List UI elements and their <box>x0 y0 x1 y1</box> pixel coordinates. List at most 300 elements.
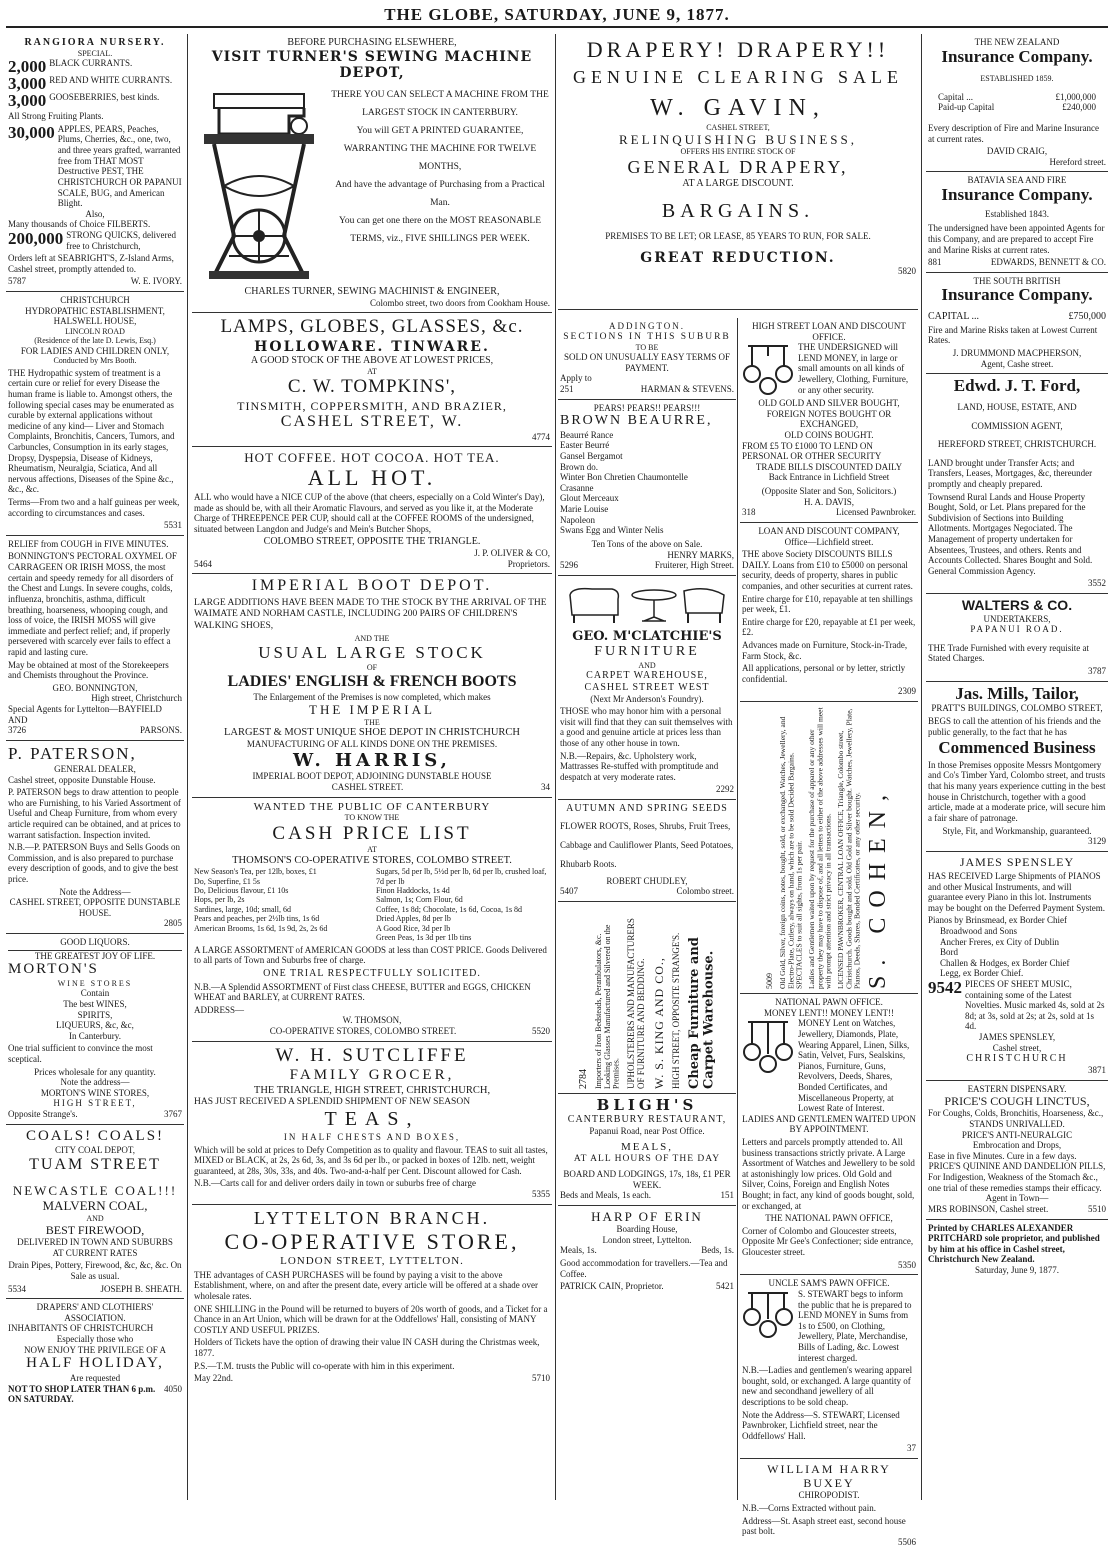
ad-subtitle: BEFORE PURCHASING ELSEWHERE, <box>287 37 457 48</box>
ad-title: Commenced Business <box>938 738 1096 758</box>
body-text: You will GET A PRINTED GUARANTEE, WARRANTING THE MACHINE FOR TWELVE MONTHS, <box>343 125 537 173</box>
body-text: HAS RECEIVED Large Shipments of PIANOS and other Musical Instruments, and will guarantee every Piano in this lot. Instruments may be bought on the Deferred Payment System. <box>928 870 1105 913</box>
quantity: 3,000 <box>8 74 47 94</box>
ad-number: 5510 <box>1088 1203 1106 1214</box>
ad-subtitle: SECTIONS IN THIS SUBURB <box>563 331 731 342</box>
quantity: 30,000 <box>8 122 55 142</box>
body-text: The undersigned have been appointed Agents for this Company, and are prepared to accept Fire and Marine Risks at current rates. <box>928 223 1105 255</box>
bligh-restaurant-ad <box>558 1094 736 1206</box>
body-text: N.B.—Corns Extracted without pain. <box>742 1502 876 1513</box>
body-text: THERE YOU CAN SELECT A MACHINE FROM THE LARGEST STOCK IN CANTERBURY. <box>331 89 549 118</box>
bonnington-ad <box>6 536 184 741</box>
body-text: THOSE who may honor him with a personal visit will find that they can suit themselves with a good and genuine article at prices less than those of any other house in town. <box>560 706 733 749</box>
list-item: Gansel Bergamot <box>560 451 623 462</box>
body-text: MANUFACTURING OF ALL KINDS DONE ON THE PREMISES. <box>246 739 498 750</box>
batavia-insurance-ad <box>926 172 1108 272</box>
column-rule <box>921 34 922 1500</box>
ad-number: 2309 <box>898 686 916 697</box>
ad-title: W. H. SUTCLIFFE <box>275 1044 469 1066</box>
ad-title: HOT COFFEE. HOT COCOA. HOT TEA. <box>244 450 500 466</box>
body-text: Beds and Meals, 1s each. <box>560 1190 651 1201</box>
address: CO-OPERATIVE STORES, COLOMBO STREET. <box>269 1026 457 1037</box>
item-row <box>8 230 182 251</box>
body-text: N.B.—Carts call for and deliver orders daily in town or suburbs free of charge <box>194 1178 477 1189</box>
walters-undertakers-ad <box>926 594 1108 682</box>
body-text: In those Premises opposite Messrs Montgomery and Co's Timber Yard, Colombo street, and trusts that his many years experience cutting in the best house in Christchurch, together with a good article, made at a moderate price, will secure him a fair share of patronage. <box>928 759 1106 823</box>
list-item: Crasanne <box>560 482 594 493</box>
ad-number: 3787 <box>1088 666 1106 677</box>
ad-title: GENUINE CLEARING SALE <box>573 66 903 87</box>
body-text: One trial sufficient to convince the most sceptical. <box>8 1043 153 1065</box>
ad-number: 5464 <box>194 558 212 569</box>
address: Colombo street, two doors from Cookham House. <box>370 297 550 308</box>
list-item: Broadwood and Sons <box>940 925 1017 936</box>
ad-number: 151 <box>720 1190 734 1201</box>
masthead: THE GLOBE, SATURDAY, JUNE 9, 1877. <box>0 0 1114 28</box>
ad-title: W. HARRIS, <box>293 750 451 772</box>
body-text: SOLD ON UNUSUALLY EASY TERMS OF PAYMENT. <box>563 352 731 373</box>
henry-marks-ad <box>558 400 736 576</box>
ad-subtitle: CHIROPODIST. <box>798 1490 860 1501</box>
lyttelton-branch-ad <box>192 1205 552 1388</box>
price-item: Sugars, 5d per lb, 5½d per lb, 6d per lb, crushed loaf, 7d per lb <box>376 867 547 886</box>
body-text: And have the advantage of Purchasing from a Practical Man. <box>335 180 545 209</box>
ad-title: Edwd. J. T. Ford, <box>953 376 1081 396</box>
ad-title: NEWCASTLE COAL!!! <box>12 1182 178 1198</box>
body-text: Style, Fit, and Workmanship, guaranteed. <box>942 825 1092 836</box>
capital-row <box>928 102 1106 113</box>
ad-title: BLIGH'S <box>596 1095 698 1114</box>
drapers-association-ad <box>6 1299 184 1409</box>
list-item: Ancher Freres, ex City of Dublin <box>940 936 1059 947</box>
body-text: AT <box>367 366 377 376</box>
ad-title: Insurance Company. <box>941 46 1093 66</box>
ad-number: 251 <box>560 384 574 395</box>
body-text: Embrocation and Drops, <box>972 1140 1062 1151</box>
address: Back Entrance in Lichfield Street <box>768 472 890 483</box>
ad-title: LARGEST & MOST UNIQUE SHOE DEPOT IN CHRISTCHURCH <box>223 727 521 739</box>
label: Paid-up Capital <box>938 102 995 113</box>
body-text: LIQUEURS, &c, &c, <box>56 1020 134 1031</box>
body-text: ALL who would have a NICE CUP of the above (that cheers, especially on a Cold Winter's Day), made as should be, with all their Aromatic Flavours, and served as you like it, at the Moderate Charge of THREEPENCE PER CUP, should call at the COFFEE ROOMS of the undersigned, situated between Langdon and Judge's and Mein's Butcher Shops, <box>194 491 545 534</box>
address: (Opposite Slater and Son, Solicitors.) <box>761 486 897 497</box>
address: CASHEL STREET. <box>331 781 404 792</box>
body-text: AT ALL HOURS OF THE DAY <box>573 1153 721 1164</box>
signature: PARSONS. <box>140 725 182 736</box>
signature-row <box>560 384 734 395</box>
item-row <box>8 92 182 109</box>
ad-title: HALSWELL HOUSE, <box>53 316 137 327</box>
address: COLOMBO STREET, OPPOSITE THE TRIANGLE. <box>263 536 481 548</box>
column-3 <box>558 318 736 1500</box>
address: Cashel street, opposite Dunstable House. <box>8 774 156 785</box>
body-text: Agent in Town— <box>985 1193 1049 1204</box>
ad-number: 5531 <box>164 520 182 531</box>
body-text: THE Hydropathic system of treatment is a certain cure or relief for every Disease the human frame is liable to. Amongst others, the following special cases may be enumerated as curable by external applications without medicine of any kind— Liver and Stomach Complaints, Bronchitis, Cancers, Tumors, and Carbuncles, Consumption in its early stages, Dropsy, Dyspepsia, Disease of Kidneys, Rheumatism, Neuralgia, Sciatica, And all nervous affections, Diseases of the Spine &c., &c., &c. <box>8 367 175 495</box>
ad-body <box>194 86 550 286</box>
signature-row <box>928 257 1106 268</box>
body-text: Apply to <box>560 373 592 384</box>
date: May 22nd. <box>194 1373 233 1384</box>
nz-insurance-ad <box>926 34 1108 172</box>
quantity: 200,000 <box>8 228 64 248</box>
morton-ad <box>6 934 184 1125</box>
body-text: Good accommodation for travellers.—Tea and Coffee. <box>560 1258 728 1279</box>
body-text: STANDS UNRIVALLED. <box>969 1119 1065 1130</box>
body-text: A LARGE ASSORTMENT of AMERICAN GOODS at less than COST PRICE. Goods Delivered to all parts of Town and Suburbs free of charge. <box>194 944 547 966</box>
ad-number: 5407 <box>560 886 578 897</box>
ad-number: 2805 <box>164 918 182 929</box>
ad-number: 3871 <box>1088 1065 1106 1076</box>
ad-title: IMPERIAL BOOT DEPOT. <box>251 577 493 595</box>
address: (Next Mr Anderson's Foundry). <box>590 693 704 704</box>
column-1 <box>6 34 184 1500</box>
column-rule <box>187 34 188 1500</box>
body-text: AT <box>367 845 377 855</box>
address: HIGH STREET, OPPOSITE STRANGE'S. <box>670 932 681 1089</box>
harp-of-erin-ad <box>558 1206 736 1296</box>
capital-row <box>928 311 1106 323</box>
signature: W. THOMSON, <box>342 1015 402 1026</box>
signature: EDWARDS, BENNETT & CO. <box>990 257 1106 268</box>
ad-title: LADIES' ENGLISH & FRENCH BOOTS <box>227 672 517 690</box>
body-text: Advances made on Furniture, Stock-in-Trade, Farm Stock, &c. <box>742 640 908 661</box>
body-text: Many thousands of Choice FILBERTS. <box>8 219 151 230</box>
ad-subtitle: SPECIAL. <box>77 48 113 58</box>
ad-number: 2784 <box>577 1068 589 1089</box>
item-text: GOOSEBERRIES, best kinds. <box>49 92 160 103</box>
ad-number: 4774 <box>532 431 550 442</box>
body-text: May be obtained at most of the Storekeepers and Chemists throughout the Province. <box>8 659 169 681</box>
ad-number: 318 <box>742 507 756 518</box>
body-text: BONNINGTON'S PECTORAL OXYMEL OF CARRAGEEN OR IRISH MOSS, the most certain and speedy remedy for all disorders of the Chest and Lungs. In severe coughs, colds, influenza, bronchitis, asthma, difficult breathing, hoarseness, whooping cough, and loss of voice, the IRISH MOSS will give immediate and perfect relief; and, if properly persevered with scarcely ever fails to effect a rapid and lasting cure. <box>8 551 177 657</box>
ad-title: W. S. KING AND CO., <box>651 956 666 1089</box>
signature: J. P. OLIVER & CO, <box>474 548 550 559</box>
price-item: Hops, per lb, 2s <box>194 895 245 905</box>
ad-subtitle: RELINQUISHING BUSINESS, <box>618 131 857 147</box>
body-text: All Strong Fruiting Plants. <box>8 111 104 122</box>
signature: ROBERT CHUDLEY, <box>606 875 688 886</box>
ad-number: 5350 <box>898 1259 916 1270</box>
signature-row <box>8 1384 182 1405</box>
body-text: Special Agents for Lyttelton—BAYFIELD AND <box>8 704 162 725</box>
ad-subtitle: CITY COAL DEPOT, <box>55 1145 135 1156</box>
ad-subtitle: CANTERBURY RESTAURANT, <box>567 1114 727 1126</box>
variety-list <box>560 430 734 536</box>
ad-title: GENERAL DRAPERY, <box>627 156 849 177</box>
body-text: INHABITANTS OF CHRISTCHURCH <box>8 1323 154 1334</box>
imprint-text: Printed by CHARLES ALEXANDER PRITCHARD sole proprietor, and published by him at his office in Cashel street, Christchurch New Zealand. <box>928 1222 1100 1265</box>
body-text: Also, <box>85 208 105 219</box>
ad-number: 5009 <box>765 973 775 990</box>
body-text: S. STEWART begs to inform the public that he is prepared to LEND MONEY in Sums from 1s to £500, on Clothing, Jewellery, Plate, Merchandise, Bills of Lading, &c. Lowest interest charged. <box>798 1288 912 1363</box>
signature-row <box>928 1204 1106 1215</box>
ad-title: EASTERN DISPENSARY. <box>967 1083 1067 1094</box>
label: Capital ... <box>938 91 973 102</box>
signature-row <box>742 507 916 518</box>
body-text: OFFERS HIS ENTIRE STOCK OF <box>680 147 796 157</box>
body-text: Terms—From two and a half guineas per week, according to circumstances and cases. <box>8 497 180 518</box>
eastern-dispensary-ad <box>926 1081 1108 1220</box>
ad-number: 5355 <box>532 1189 550 1199</box>
item-text: RED AND WHITE CURRANTS. <box>49 75 173 86</box>
address: Cashel street, <box>992 1042 1042 1053</box>
ford-agent-ad <box>926 374 1108 594</box>
furniture-illustration <box>562 581 732 627</box>
ad-title: DRAPERS' AND CLOTHIERS' ASSOCIATION. <box>36 1302 154 1323</box>
price-row <box>560 1245 734 1256</box>
body-text: Entire charge for £20, repayable at £1 per week, £2. <box>742 616 916 638</box>
address: High street, Christchurch <box>91 693 182 704</box>
national-pawn-ad <box>740 994 918 1275</box>
body-text: You can get one there on the MOST REASONABLE TERMS, viz., FIVE SHILLINGS PER WEEK. <box>338 216 542 245</box>
ad-title: CO-OPERATIVE STORE, <box>224 1228 520 1254</box>
body-text: AT A LARGE DISCOUNT. <box>682 177 794 189</box>
body-text: THE above Society DISCOUNTS BILLS DAILY. Loans from £10 to £5000 on personal security, deeds of property, shares in public companies, and other securities at current rates. <box>742 549 913 591</box>
ad-title: BEST FIREWOOD, <box>45 1222 145 1237</box>
body-text: BOARD AND LODGINGS, 17s, 18s, £1 PER WEEK. <box>563 1169 731 1190</box>
item-row <box>8 58 182 75</box>
body-text: Note the Address— <box>59 886 131 897</box>
body-text: FROM £5 TO £1000 TO LEND ON PERSONAL OR OTHER SECURITY <box>742 440 882 462</box>
signature: HARMAN & STEVENS. <box>640 384 734 395</box>
body-text: AND <box>86 1213 104 1223</box>
ad-subtitle: FAMILY GROCER, <box>289 1067 455 1084</box>
turner-sewing-ad <box>192 34 552 313</box>
ad-subtitle: TO KNOW THE <box>344 813 400 823</box>
label: CAPITAL ... <box>928 311 980 323</box>
chudley-seeds-ad <box>558 800 736 902</box>
ad-subtitle: GENERAL DEALER, <box>54 763 136 774</box>
body-text: Ease in five Minutes. Cure in a few days. <box>928 1150 1077 1161</box>
spensley-music-ad <box>926 852 1108 1081</box>
item-text: APPLES, PEARS, Peaches, Plums, Cherries, &c., one, two, and three years grafted, warranted free from THAT MOST Destructive PEST, THE CHRISTCHURCH OR PAPANUI SCALE, BUG, and American Blight. <box>57 123 182 209</box>
signature-row <box>8 725 182 736</box>
signature: DAVID CRAIG, <box>986 146 1048 157</box>
ad-title: PRICE'S COUGH LINCTUS, <box>944 1094 1090 1109</box>
body-text: Contain <box>80 988 110 999</box>
body-text: Ladies and Gentlemen waited upon by request for the purchase of apparel or any other property they may have to dispose of, and all letters to either of the above addresses will meet with prompt attention and strict privacy in all transactions. <box>806 707 833 990</box>
price-item: New Season's Tea, per 12lb, boxes, £1 <box>194 867 317 877</box>
addington-ad <box>558 318 736 400</box>
signature-row <box>8 1109 182 1120</box>
price-item: Dried Apples, 8d per lb <box>376 914 451 924</box>
body-text: A GOOD STOCK OF THE ABOVE AT LOWEST PRICES, <box>250 355 494 367</box>
body-text: Fire and Marine Risks taken at Lowest Current Rates. <box>928 324 1098 346</box>
body-text: Holders of Tickets have the option of drawing their value IN CASH during the Christmas week, 1877. <box>194 1337 540 1359</box>
ad-title: C. W. TOMPKINS', <box>287 376 457 398</box>
ad-title: DRAPERY! DRAPERY!! <box>586 37 890 62</box>
ad-number: 5534 <box>8 1283 26 1294</box>
item-row <box>8 124 182 209</box>
mclatchie-ad <box>558 576 736 800</box>
ad-number: 3552 <box>1088 578 1106 589</box>
list-item: Brown do. <box>560 461 598 472</box>
body-text: LAND brought under Transfer Acts; and Transfers, Leases, Mortgages, &c, thereunder promptly and cheaply prepared. <box>928 457 1093 489</box>
ad-title: GREAT REDUCTION. <box>640 249 836 266</box>
body-text: ESTABLISHED 1859. <box>980 74 1054 84</box>
body-text: Orders left at SEABRIGHT'S, Z-Island Arms, Cashel street, promptly attended to. <box>8 253 174 274</box>
printer-imprint <box>926 1220 1108 1280</box>
price-item: Do, Superfine, £1 5s <box>194 876 260 886</box>
column-5 <box>926 34 1108 1500</box>
address: CASHEL STREET WEST <box>584 681 710 693</box>
gavin-ad-body <box>558 34 918 310</box>
ad-subtitle: (Residence of the late D. Lewis, Esq.) <box>34 336 156 346</box>
list-item: Challen & Hodges, ex Border Chief <box>940 957 1070 968</box>
item-text: BLACK CURRANTS. <box>49 58 133 69</box>
oliver-coffee-ad <box>192 447 552 574</box>
address: Note the Address—S. STEWART, Licensed Pawnbroker, Lichfield street, near the Oddfellows' Hall. <box>742 1409 900 1441</box>
ad-title: FURNITURE <box>594 644 700 660</box>
pawnbroker-balls-icon <box>742 342 794 398</box>
signature: GEO. BONNINGTON, <box>52 682 138 693</box>
price-item: Do, Delicious flavour, £1 10s <box>194 886 289 895</box>
ad-title: HALF HOLIDAY, <box>26 1355 164 1372</box>
ad-subtitle: Conducted by Mrs Booth. <box>53 356 137 366</box>
body-text: The Enlargement of the Premises is now completed, which makes <box>253 691 491 702</box>
ad-number: 5787 <box>8 276 26 287</box>
ad-subtitle: LADIES AND GENTLEMEN WAITED UPON BY APPOINTMENT. <box>742 1113 916 1135</box>
value: £240,000 <box>1062 102 1096 113</box>
ad-number: 5820 <box>898 266 916 277</box>
signature-row <box>8 1284 182 1295</box>
cohen-pawnbroker-ad <box>740 702 918 994</box>
ad-title: HOLLOWARE. TINWARE. <box>254 338 490 355</box>
signature-row <box>560 1281 734 1292</box>
quantity: 3,000 <box>8 91 47 111</box>
address: PRATT'S BUILDINGS, COLOMBO STREET, <box>931 703 1103 714</box>
ad-number: 5296 <box>560 560 578 571</box>
price-item: American Brooms, 1s 6d, 1s 9d, 2s, 2s 6d <box>194 923 328 933</box>
ad-subtitle: THE NATIONAL PAWN OFFICE, <box>765 1213 893 1224</box>
body-text: BEGS to call the attention of his friends and the public generally, to the fact that he has <box>928 715 1101 737</box>
body-text: PREMISES TO BE LET; OR LEASE, 85 YEARS TO RUN, FOR SALE. <box>605 231 871 242</box>
ad-title: HARP OF ERIN <box>591 1208 703 1224</box>
body-text: For Indigestion, Weakness of the Stomach &c., one trial of these remedies stamps their efficacy. <box>928 1172 1102 1193</box>
ad-subtitle: THE SOUTH BRITISH <box>973 275 1061 286</box>
price-item: A Good Rice, 3d per lb <box>376 923 451 933</box>
address: MORTON'S WINE STORES, <box>40 1087 150 1098</box>
uncle-sams-ad <box>740 1275 918 1459</box>
piano-list <box>928 926 1106 979</box>
ad-title: MALVERN COAL, <box>42 1198 148 1214</box>
address: CASHEL STREET, <box>706 122 770 132</box>
body-text: UPHOLSTERERS AND MANUFACTURERS OF FURNITURE AND BEDDING. <box>625 917 646 1089</box>
paterson-ad <box>6 741 184 934</box>
body-text: Drain Pipes, Pottery, Firewood, &c, &c, &c. On Sale as usual. <box>8 1260 182 1281</box>
ad-title: P. PATERSON, <box>8 743 137 763</box>
body-text: TRADE BILLS DISCOUNTED DAILY <box>755 461 903 472</box>
column-4 <box>740 318 918 1547</box>
body-text: In Canterbury. <box>69 1030 121 1041</box>
signature-row <box>560 886 734 897</box>
ad-title: HIGH STREET LOAN AND DISCOUNT OFFICE. <box>752 321 906 342</box>
body-text: Established 1843. <box>985 208 1049 219</box>
body-text: MONEY Lent on Watches, Jewellery, Diamonds, Plate, Wearing Apparel, Linen, Silks, Satin, Velvet, Furs, Sealskins, Pianos, Furniture, Guns, Revolvers, Deeds, Shares, Bonded Certificates, and Miscellaneous Property, at Lowest Rate of Interest. <box>798 1018 910 1114</box>
coal-depot-ad <box>6 1125 184 1299</box>
sutcliffe-ad <box>192 1042 552 1205</box>
ad-subtitle: IN HALF CHESTS AND BOXES, <box>283 1131 461 1142</box>
ad-title: USUAL LARGE STOCK <box>258 643 486 663</box>
quantity: 2,000 <box>8 57 47 77</box>
body-text: Ten Tons of the above on Sale. <box>591 538 703 549</box>
ad-title: RANGIORA NURSERY. <box>24 37 166 48</box>
loan-discount-ad <box>740 523 918 702</box>
ad-number: 5710 <box>532 1373 550 1384</box>
imperial-boot-ad <box>192 574 552 797</box>
ad-subtitle: COMMISSION AGENT, <box>971 420 1063 431</box>
address: HEREFORD STREET, CHRISTCHURCH. <box>937 439 1097 450</box>
body-text: Note the address— <box>60 1077 130 1088</box>
south-british-insurance-ad <box>926 273 1108 375</box>
address: Fruiterer, High Street. <box>654 560 734 571</box>
signature: HENRY MARKS, <box>667 549 734 560</box>
ad-title: BARGAINS. <box>661 199 815 222</box>
ad-title: ADDINGTON. <box>608 321 686 331</box>
list-item: Bord <box>940 947 958 958</box>
role: Licensed Pawnbroker. <box>836 507 916 518</box>
ad-title: W. GAVIN, <box>650 95 826 122</box>
tompkins-ad <box>192 313 552 447</box>
body-text: Which will be sold at prices to Defy Competition as to quality and flavour. TEAS to suit all tastes, MIXED or BLACK, at 2s, 2s 6d, 3s, and 3s 6d per lb., or packed in boxes of 12lb. nett, weight guaranteed, at 28s, 30s, 33s, and 40s. Two-and-a-half per Cent. Discount allowed for Cash. <box>194 1144 548 1176</box>
ad-subtitle: LINCOLN ROAD <box>65 326 125 336</box>
body-text: THE UNDERSIGNED will LEND MONEY, in large or small amounts on all kinds of Jewellery, Clothing, Furniture, or any other security. <box>798 342 909 395</box>
ad-text <box>330 86 550 286</box>
body-text: Letters and parcels promptly attended to. All business transactions strictly private. A Large Assortment of Watches and Jewellery to be sold at astonishingly low prices. Old Gold and Silver, Coins, Foreign and English Notes Bought; in fact, any kind of goods bought, sold, or exchanged, at <box>742 1136 915 1211</box>
body-text: Prices wholesale for any quantity. <box>34 1066 156 1077</box>
body-text: Pianos by Brinsmead, ex Border Chief <box>928 915 1067 926</box>
body-text: FLOWER ROOTS, Roses, Shrubs, Fruit Trees, Cabbage and Cauliflower Plants, Seed Potatoes, Rhubarb Roots. <box>560 820 734 869</box>
ad-title: NATIONAL PAWN OFFICE. <box>775 997 883 1008</box>
ad-number: 2292 <box>716 784 734 795</box>
ad-title: LOAN AND DISCOUNT COMPANY, <box>758 525 900 536</box>
ad-title: RELIEF from COUGH in FIVE MINUTES. <box>8 538 169 549</box>
address: Office—Lichfield street. <box>784 536 874 547</box>
ad-title: TUAM STREET <box>29 1155 161 1173</box>
signature-row <box>194 1373 550 1384</box>
body-text: Entire charge for £10, repayable at ten shillings per week, £1. <box>742 593 913 615</box>
signature: PATRICK CAIN, Proprietor. <box>560 1281 664 1292</box>
signature-row <box>194 1026 550 1037</box>
column-2 <box>192 34 552 1500</box>
ad-subtitle: THOMSON'S CO-OPERATIVE STORES, COLOMBO STREET. <box>232 854 512 866</box>
body-text: P.S.—T.M. trusts the Public will co-operate with him in this experiment. <box>194 1360 455 1371</box>
price-item: Sardines, large, 10d; small, 6d <box>194 904 291 914</box>
body-text: AND THE <box>354 633 390 643</box>
ad-number: 3129 <box>1088 836 1106 847</box>
address: Corner of Colombo and Gloucester streets, Opposite Mr Gee's Confectioner; side entrance, Gloucester street. <box>742 1225 914 1258</box>
ad-subtitle: WINE STORES <box>57 978 133 988</box>
body-text: Are requested <box>69 1372 121 1383</box>
price-item: Pears and peaches, per 2½lb tins, 1s 6d <box>194 914 320 924</box>
ad-subtitle: PEARS! PEARS!! PEARS!!! <box>593 402 701 413</box>
list-item: Beaurré Rance <box>560 429 614 440</box>
signature: Proprietors. <box>507 558 550 569</box>
imprint-date: Saturday, June 9, 1877. <box>975 1264 1059 1275</box>
thomson-ad <box>192 798 552 1042</box>
address: London street, Lyttelton. <box>602 1234 692 1245</box>
address: IMPERIAL BOOT DEPOT, ADJOINING DUNSTABLE HOUSE <box>252 771 492 782</box>
signature: JOSEPH B. SHEATH. <box>100 1283 182 1294</box>
capital-row <box>928 92 1106 103</box>
signature-row <box>560 1190 734 1201</box>
price-item: Salmon, 1s; Corn Flour, 6d <box>376 895 463 905</box>
ad-number: 34 <box>541 781 550 792</box>
ad-title: LYTTELTON BRANCH. <box>253 1207 491 1228</box>
body-text: ONE SHILLING in the Pound will be returned to buyers of 20s worth of goods, and a Ticket for a Chance in an Art Union, which will be drawn for at the Oddfellows' Hall, consisting of MANY COSTLY AND USEFUL PRIZES. <box>194 1303 548 1335</box>
address: Opposite Strange's. <box>8 1109 78 1120</box>
